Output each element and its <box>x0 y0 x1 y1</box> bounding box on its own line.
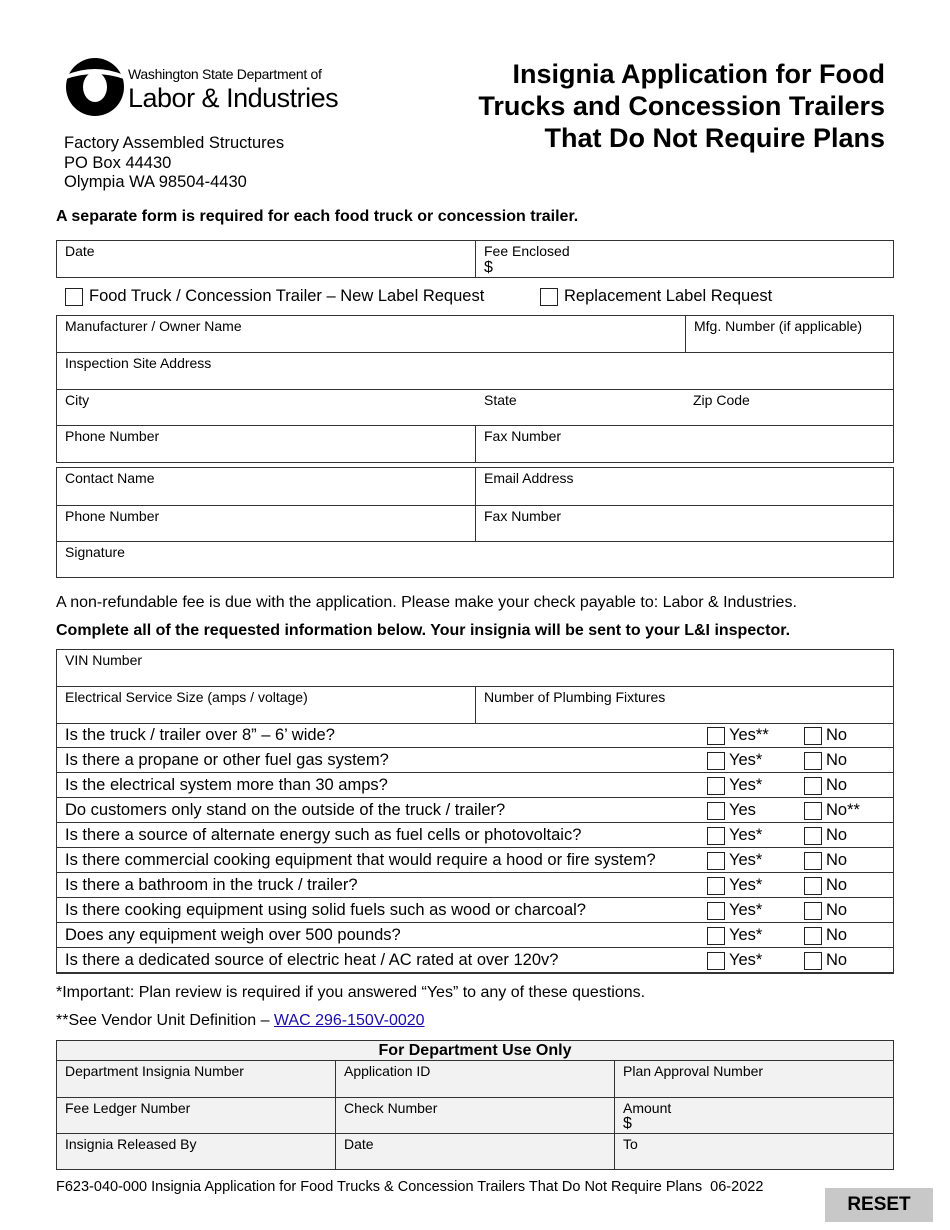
yes-option <box>707 726 769 745</box>
no-label: No <box>826 751 848 769</box>
no-option <box>804 751 847 770</box>
release-to-label: To <box>623 1136 638 1152</box>
no-option <box>804 951 847 970</box>
question-text: Is there a propane or other fuel gas system? <box>65 751 389 769</box>
no-label: No** <box>826 801 860 819</box>
form-footer: F623-040-000 Insignia Application for Food Trucks & Concession Trailers That Do Not Require Plans 06-2022 <box>56 1179 764 1195</box>
yes-checkbox[interactable] <box>707 802 725 820</box>
fee-enclosed-label: Fee Enclosed <box>484 243 570 259</box>
question-text: Do customers only stand on the outside of the truck / trailer? <box>65 801 506 819</box>
question-text: Is the truck / trailer over 8” – 6’ wide? <box>65 726 335 744</box>
contact-fax-field[interactable] <box>476 506 893 541</box>
dollar-sign: $ <box>484 259 493 276</box>
question-row <box>57 723 893 748</box>
question-text: Is there a dedicated source of electric heat / AC rated at over 120v? <box>65 951 559 969</box>
no-option <box>804 876 847 895</box>
yes-option <box>707 776 762 795</box>
phone-label: Phone Number <box>65 428 160 444</box>
yes-label: Yes* <box>729 901 763 919</box>
release-to-field[interactable] <box>615 1134 893 1169</box>
plan-approval-label: Plan Approval Number <box>623 1063 764 1079</box>
question-row <box>57 873 893 898</box>
city-field[interactable] <box>57 390 475 425</box>
yes-checkbox[interactable] <box>707 952 725 970</box>
fax-label: Fax Number <box>484 428 562 444</box>
no-checkbox[interactable] <box>804 752 822 770</box>
check-number-label: Check Number <box>344 1100 438 1116</box>
yes-label: Yes* <box>729 951 763 969</box>
manufacturer-label: Manufacturer / Owner Name <box>65 318 242 334</box>
no-checkbox[interactable] <box>804 827 822 845</box>
mfg-number-field[interactable] <box>686 316 893 352</box>
yes-checkbox[interactable] <box>707 752 725 770</box>
no-option <box>804 826 847 845</box>
question-text: Does any equipment weigh over 500 pounds? <box>65 926 401 944</box>
insignia-number-label: Department Insignia Number <box>65 1063 244 1079</box>
no-label: No <box>826 776 848 794</box>
no-option <box>804 851 847 870</box>
agency-logo <box>64 55 339 117</box>
email-label: Email Address <box>484 470 574 486</box>
phone-label: Phone Number <box>65 508 160 524</box>
no-label: No <box>826 876 848 894</box>
yes-label: Yes <box>729 801 756 819</box>
manufacturer-field[interactable] <box>57 316 685 352</box>
question-row <box>57 923 893 948</box>
plan-approval-field[interactable] <box>615 1061 893 1097</box>
release-date-field[interactable] <box>336 1134 614 1169</box>
replacement-label-label: Replacement Label Request <box>564 287 773 305</box>
vin-label: VIN Number <box>65 652 143 668</box>
application-id-field[interactable] <box>336 1061 614 1097</box>
contact-info-box <box>56 467 894 578</box>
yes-label: Yes* <box>729 876 763 894</box>
title-line: Trucks and Concession Trailers <box>478 91 885 121</box>
question-text: Is there cooking equipment using solid fuels such as wood or charcoal? <box>65 901 586 919</box>
no-label: No <box>826 726 848 744</box>
lni-logo-icon <box>64 55 126 117</box>
no-option <box>804 776 847 795</box>
question-text: Is there a source of alternate energy such as fuel cells or photovoltaic? <box>65 826 582 844</box>
address-line: Factory Assembled Structures <box>64 134 285 152</box>
logo-line-1: Washington State Department of <box>128 66 322 82</box>
fax-label: Fax Number <box>484 508 562 524</box>
replacement-label-checkbox[interactable] <box>540 288 558 306</box>
zip-label: Zip Code <box>693 392 750 408</box>
important-note: *Important: Plan review is required if you answered “Yes” to any of these questions. <box>56 984 646 1001</box>
date-field[interactable] <box>57 241 475 277</box>
question-row <box>57 798 893 823</box>
owner-phone-field[interactable] <box>57 426 475 462</box>
no-checkbox[interactable] <box>804 852 822 870</box>
yes-checkbox[interactable] <box>707 827 725 845</box>
no-checkbox[interactable] <box>804 777 822 795</box>
no-checkbox[interactable] <box>804 952 822 970</box>
owner-fax-field[interactable] <box>476 426 893 462</box>
yes-checkbox[interactable] <box>707 927 725 945</box>
question-row <box>57 848 893 873</box>
title-line: Insignia Application for Food <box>512 59 885 89</box>
date-label: Date <box>65 243 95 259</box>
fee-ledger-field[interactable] <box>57 1098 335 1133</box>
no-option <box>804 901 847 920</box>
department-use-box <box>56 1040 894 1170</box>
yes-label: Yes* <box>729 851 763 869</box>
address-line: Olympia WA 98504-4430 <box>64 173 247 191</box>
yes-checkbox[interactable] <box>707 877 725 895</box>
question-text: Is there a bathroom in the truck / trailer? <box>65 876 358 894</box>
yes-option <box>707 851 762 870</box>
fee-ledger-label: Fee Ledger Number <box>65 1100 191 1116</box>
question-text: Is the electrical system more than 30 amps? <box>65 776 388 794</box>
yes-label: Yes* <box>729 826 763 844</box>
fee-note: A non-refundable fee is due with the application. Please make your check payable to: Labor & Industries. <box>56 594 797 611</box>
insignia-number-field[interactable] <box>57 1061 335 1097</box>
check-number-field[interactable] <box>336 1098 614 1133</box>
amount-label: Amount <box>623 1100 672 1116</box>
signature-field[interactable] <box>57 542 893 577</box>
yes-option <box>707 751 762 770</box>
yes-checkbox[interactable] <box>707 727 725 745</box>
inspection-address-label: Inspection Site Address <box>65 355 212 371</box>
contact-name-label: Contact Name <box>65 470 155 486</box>
yes-option <box>707 901 762 920</box>
yes-option <box>707 876 762 895</box>
no-option <box>804 801 860 820</box>
question-text: Is there commercial cooking equipment that would require a hood or fire system? <box>65 851 656 869</box>
new-label-checkbox[interactable] <box>65 288 83 306</box>
new-label-label: Food Truck / Concession Trailer – New Label Request <box>89 287 485 305</box>
yes-label: Yes* <box>729 751 763 769</box>
state-label: State <box>484 392 517 408</box>
mfg-number-label: Mfg. Number (if applicable) <box>694 318 863 334</box>
question-row <box>57 773 893 798</box>
no-checkbox[interactable] <box>804 802 822 820</box>
reset-button[interactable]: RESET <box>825 1188 933 1222</box>
yes-checkbox[interactable] <box>707 777 725 795</box>
mailing-address <box>64 134 284 193</box>
yes-label: Yes** <box>729 726 769 744</box>
plumbing-fixtures-field[interactable] <box>476 687 893 723</box>
owner-info-box <box>56 315 894 463</box>
yes-option <box>707 801 756 820</box>
no-checkbox[interactable] <box>804 927 822 945</box>
no-label: No <box>826 851 848 869</box>
city-label: City <box>65 392 90 408</box>
no-label: No <box>826 901 848 919</box>
separate-form-note: A separate form is required for each food truck or concession trailer. <box>56 208 579 225</box>
amount-field[interactable] <box>615 1098 893 1133</box>
vendor-note <box>56 1012 425 1030</box>
release-date-label: Date <box>344 1136 374 1152</box>
yes-option <box>707 826 762 845</box>
form-title <box>425 58 885 154</box>
title-line: That Do Not Require Plans <box>544 123 885 153</box>
released-by-field[interactable] <box>57 1134 335 1169</box>
question-row <box>57 898 893 923</box>
application-id-label: Application ID <box>344 1063 431 1079</box>
yes-checkbox[interactable] <box>707 852 725 870</box>
yes-option <box>707 951 762 970</box>
no-checkbox[interactable] <box>804 727 822 745</box>
released-by-label: Insignia Released By <box>65 1136 197 1152</box>
no-label: No <box>826 951 848 969</box>
vin-field[interactable] <box>57 650 893 686</box>
new-label-request-option <box>65 287 484 306</box>
question-row <box>57 948 893 973</box>
fee-enclosed-field[interactable] <box>476 241 893 277</box>
email-field[interactable] <box>476 468 893 505</box>
question-row <box>57 748 893 773</box>
complete-note: Complete all of the requested information below. Your insignia will be sent to your L&I inspector. <box>56 622 791 639</box>
signature-label: Signature <box>65 544 125 560</box>
yes-label: Yes* <box>729 776 763 794</box>
replacement-label-option <box>540 287 772 306</box>
no-label: No <box>826 926 848 944</box>
yes-checkbox[interactable] <box>707 902 725 920</box>
no-option <box>804 726 847 745</box>
no-option <box>804 926 847 945</box>
no-checkbox[interactable] <box>804 877 822 895</box>
date-fee-box <box>56 240 894 278</box>
yes-label: Yes* <box>729 926 763 944</box>
no-label: No <box>826 826 848 844</box>
question-row <box>57 823 893 848</box>
contact-name-field[interactable] <box>57 468 475 505</box>
electrical-service-field[interactable] <box>57 687 475 723</box>
wac-link[interactable]: WAC 296-150V-0020 <box>273 1012 425 1029</box>
electrical-label: Electrical Service Size (amps / voltage) <box>65 689 308 705</box>
no-checkbox[interactable] <box>804 902 822 920</box>
contact-phone-field[interactable] <box>57 506 475 541</box>
plumbing-label: Number of Plumbing Fixtures <box>484 689 666 705</box>
dollar-sign: $ <box>623 1115 632 1132</box>
address-line: PO Box 44430 <box>64 153 172 172</box>
zip-field[interactable] <box>685 390 893 425</box>
yes-option <box>707 926 762 945</box>
department-use-title: For Department Use Only <box>378 1042 572 1059</box>
inspection-address-field[interactable] <box>57 353 893 389</box>
logo-line-2: Labor & Industries <box>128 83 339 113</box>
vendor-note-prefix: **See Vendor Unit Definition – <box>56 1012 274 1029</box>
state-field[interactable] <box>476 390 685 425</box>
